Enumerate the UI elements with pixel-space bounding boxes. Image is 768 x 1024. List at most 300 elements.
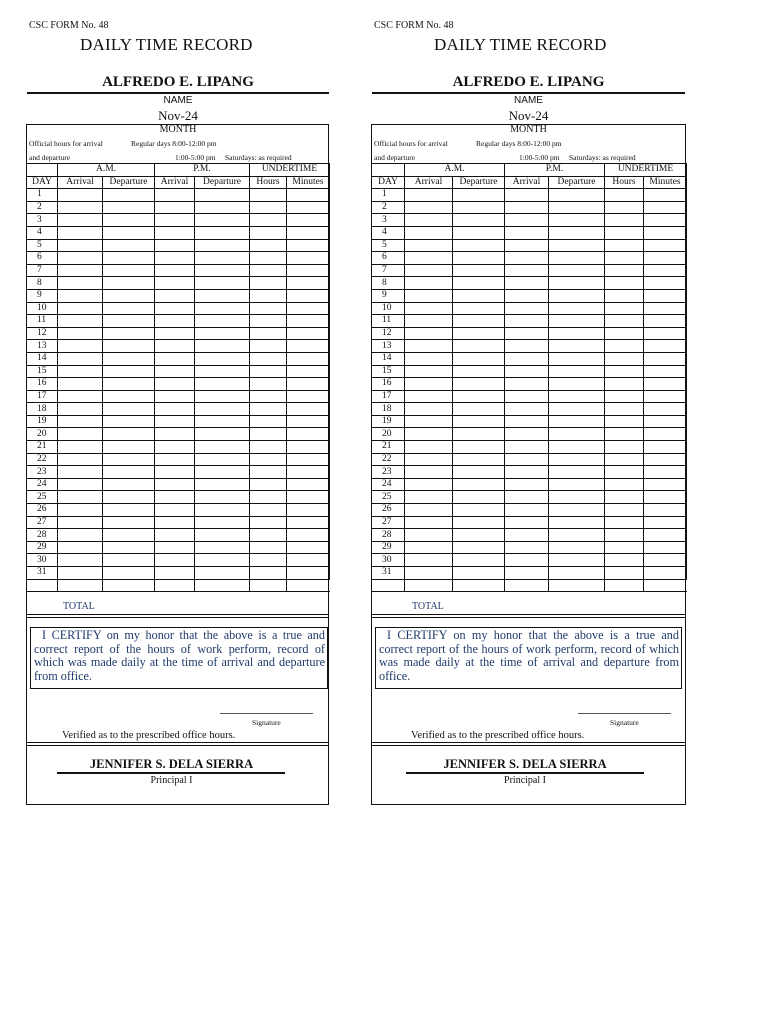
day-row (27, 378, 330, 391)
time-cell (405, 277, 453, 290)
time-cell (549, 214, 605, 227)
time-cell (549, 415, 605, 428)
day-number: 15 (27, 365, 58, 378)
time-cell (195, 403, 250, 416)
time-cell (505, 352, 549, 365)
time-cell (644, 264, 687, 277)
time-cell (58, 239, 103, 252)
time-cell (505, 403, 549, 416)
day-number: 30 (372, 554, 405, 567)
time-cell (453, 504, 505, 517)
time-cell (195, 428, 250, 441)
day-row (27, 315, 330, 328)
time-cell (58, 302, 103, 315)
day-number: 5 (27, 239, 58, 252)
time-cell (195, 340, 250, 353)
time-cell (405, 415, 453, 428)
time-cell (250, 415, 287, 428)
time-cell (58, 327, 103, 340)
time-cell (605, 390, 644, 403)
time-cell (250, 315, 287, 328)
time-cell (505, 567, 549, 580)
time-cell (605, 201, 644, 214)
time-cell (549, 365, 605, 378)
day-row (372, 327, 687, 340)
time-cell (453, 252, 505, 265)
day-number: 8 (372, 277, 405, 290)
day-row (27, 189, 330, 202)
am-departure-header: Departure (453, 176, 505, 189)
time-cell (250, 466, 287, 479)
day-number: 10 (27, 302, 58, 315)
time-cell (103, 201, 155, 214)
time-cell (58, 352, 103, 365)
time-cell (644, 201, 687, 214)
day-row (27, 365, 330, 378)
time-cell (549, 554, 605, 567)
day-row (27, 277, 330, 290)
time-cell (605, 352, 644, 365)
time-cell (155, 239, 195, 252)
time-cell (549, 579, 605, 592)
document-title: DAILY TIME RECORD (80, 35, 253, 54)
month-value: Nov-24 (158, 108, 198, 123)
time-cell (155, 554, 195, 567)
verified-divider (371, 742, 686, 746)
time-cell (549, 390, 605, 403)
day-row (372, 403, 687, 416)
time-cell (644, 315, 687, 328)
time-cell (605, 289, 644, 302)
time-cell (453, 201, 505, 214)
time-cell (644, 340, 687, 353)
time-cell (453, 390, 505, 403)
day-number: 15 (372, 365, 405, 378)
time-cell (58, 415, 103, 428)
time-cell (405, 264, 453, 277)
time-cell (250, 365, 287, 378)
time-cell (505, 327, 549, 340)
time-cell (58, 554, 103, 567)
day-number: 29 (372, 541, 405, 554)
day-number: 19 (27, 415, 58, 428)
day-number: 6 (27, 252, 58, 265)
day-row (372, 541, 687, 554)
time-cell (287, 239, 330, 252)
day-row (372, 529, 687, 542)
regular-days-text: Regular days 8:00-12:00 pm (131, 139, 217, 148)
time-cell (195, 264, 250, 277)
time-cell (103, 252, 155, 265)
time-cell (103, 340, 155, 353)
time-cell (287, 315, 330, 328)
time-cell (644, 302, 687, 315)
day-number: 21 (372, 441, 405, 454)
time-cell (287, 441, 330, 454)
time-cell (250, 277, 287, 290)
time-cell (58, 567, 103, 580)
time-cell (453, 214, 505, 227)
form-code: CSC FORM No. 48 (374, 20, 454, 31)
time-cell (155, 529, 195, 542)
time-cell (103, 289, 155, 302)
time-cell (405, 529, 453, 542)
time-cell (372, 579, 405, 592)
time-cell (250, 529, 287, 542)
time-cell (103, 315, 155, 328)
time-cell (103, 466, 155, 479)
time-cell (155, 441, 195, 454)
day-number: 16 (27, 378, 58, 391)
day-row (372, 491, 687, 504)
time-cell (287, 189, 330, 202)
day-row (27, 567, 330, 580)
time-cell (453, 491, 505, 504)
time-cell (549, 453, 605, 466)
time-cell (287, 277, 330, 290)
time-cell (195, 529, 250, 542)
day-header-blank (372, 164, 405, 177)
am-arrival-header: Arrival (58, 176, 103, 189)
day-row (372, 390, 687, 403)
time-cell (453, 365, 505, 378)
time-cell (250, 441, 287, 454)
supervisor-title: Principal I (150, 775, 193, 786)
time-cell (195, 504, 250, 517)
time-cell (287, 516, 330, 529)
time-cell (250, 390, 287, 403)
time-cell (195, 352, 250, 365)
time-cell (453, 466, 505, 479)
signature-label: Signature (610, 718, 639, 727)
time-cell (549, 567, 605, 580)
time-cell (505, 226, 549, 239)
day-number: 2 (372, 201, 405, 214)
time-cell (505, 340, 549, 353)
time-cell (605, 226, 644, 239)
time-cell (287, 378, 330, 391)
time-cell (644, 403, 687, 416)
day-row (27, 327, 330, 340)
time-cell (287, 340, 330, 353)
time-cell (195, 478, 250, 491)
time-cell (605, 302, 644, 315)
day-row (372, 554, 687, 567)
time-cell (58, 491, 103, 504)
time-cell (405, 567, 453, 580)
time-cell (644, 378, 687, 391)
time-cell (605, 504, 644, 517)
time-cell (605, 529, 644, 542)
time-cell (103, 378, 155, 391)
day-row (27, 478, 330, 491)
time-cell (453, 352, 505, 365)
time-cell (505, 541, 549, 554)
time-cell (405, 453, 453, 466)
time-cell (549, 378, 605, 391)
time-cell (453, 189, 505, 202)
day-number: 2 (27, 201, 58, 214)
time-cell (58, 378, 103, 391)
time-cell (605, 252, 644, 265)
time-cell (155, 302, 195, 315)
day-row (372, 239, 687, 252)
time-cell (644, 289, 687, 302)
time-cell (644, 365, 687, 378)
time-cell (287, 201, 330, 214)
time-cell (287, 478, 330, 491)
day-row (372, 365, 687, 378)
time-cell (405, 541, 453, 554)
time-cell (287, 252, 330, 265)
time-cell (605, 428, 644, 441)
pm-departure-header: Departure (195, 176, 250, 189)
time-cell (155, 541, 195, 554)
time-cell (549, 352, 605, 365)
time-cell (405, 441, 453, 454)
day-row (27, 516, 330, 529)
day-number: 4 (372, 226, 405, 239)
time-cell (287, 327, 330, 340)
time-cell (195, 189, 250, 202)
signature-label: Signature (252, 718, 281, 727)
day-number: 27 (27, 516, 58, 529)
time-cell (644, 277, 687, 290)
day-number: 5 (372, 239, 405, 252)
time-cell (549, 302, 605, 315)
time-cell (195, 302, 250, 315)
blank-row (372, 579, 687, 592)
minutes-header: Minutes (644, 176, 687, 189)
time-cell (250, 226, 287, 239)
day-header: DAY (372, 176, 405, 189)
time-cell (644, 226, 687, 239)
day-row (27, 428, 330, 441)
day-number: 12 (27, 327, 58, 340)
time-cell (605, 466, 644, 479)
time-cell (58, 189, 103, 202)
time-cell (27, 579, 58, 592)
day-number: 16 (372, 378, 405, 391)
time-cell (287, 466, 330, 479)
time-cell (287, 302, 330, 315)
time-cell (453, 340, 505, 353)
day-number: 28 (27, 529, 58, 542)
time-cell (405, 516, 453, 529)
time-cell (605, 516, 644, 529)
time-cell (155, 378, 195, 391)
time-cell (103, 567, 155, 580)
time-cell (605, 340, 644, 353)
time-cell (549, 428, 605, 441)
time-cell (103, 529, 155, 542)
pm-header: P.M. (505, 164, 605, 177)
time-cell (195, 390, 250, 403)
time-cell (453, 264, 505, 277)
time-cell (195, 201, 250, 214)
day-row (372, 352, 687, 365)
day-row (372, 441, 687, 454)
time-cell (103, 516, 155, 529)
time-cell (58, 516, 103, 529)
time-record-table (371, 163, 687, 592)
supervisor-name: JENNIFER S. DELA SIERRA (443, 757, 607, 771)
time-cell (195, 315, 250, 328)
am-header: A.M. (58, 164, 155, 177)
time-cell (155, 252, 195, 265)
hours-header: Hours (605, 176, 644, 189)
time-cell (195, 365, 250, 378)
time-cell (453, 378, 505, 391)
supervisor-title: Principal I (504, 775, 546, 786)
time-cell (58, 226, 103, 239)
time-cell (250, 504, 287, 517)
time-cell (505, 189, 549, 202)
day-header-blank (27, 164, 58, 177)
certification-text: I CERTIFY on my honor that the above is a true and correct report of the hours of work perform, record of which was made daily at the time of arrival and departure from office. (379, 628, 679, 683)
time-cell (605, 403, 644, 416)
time-cell (250, 214, 287, 227)
time-cell (505, 214, 549, 227)
day-row (27, 466, 330, 479)
day-number: 10 (372, 302, 405, 315)
supervisor-underline (406, 772, 644, 774)
time-cell (250, 239, 287, 252)
time-cell (549, 277, 605, 290)
time-cell (155, 428, 195, 441)
time-cell (644, 352, 687, 365)
time-cell (58, 201, 103, 214)
month-value: Nov-24 (508, 108, 549, 123)
day-row (372, 428, 687, 441)
time-cell (405, 390, 453, 403)
time-record-table (26, 163, 330, 592)
time-cell (605, 453, 644, 466)
time-cell (405, 315, 453, 328)
time-cell (287, 415, 330, 428)
time-cell (287, 390, 330, 403)
time-cell (453, 327, 505, 340)
time-cell (195, 567, 250, 580)
time-cell (453, 415, 505, 428)
time-cell (549, 327, 605, 340)
time-cell (505, 478, 549, 491)
time-cell (453, 239, 505, 252)
day-row (27, 352, 330, 365)
time-cell (103, 264, 155, 277)
blank-row (27, 579, 330, 592)
time-cell (58, 403, 103, 416)
day-row (27, 289, 330, 302)
time-cell (195, 226, 250, 239)
day-number: 18 (27, 403, 58, 416)
time-cell (605, 491, 644, 504)
day-number: 25 (27, 491, 58, 504)
time-cell (250, 428, 287, 441)
name-underline (27, 92, 329, 94)
time-cell (195, 239, 250, 252)
time-cell (250, 478, 287, 491)
time-cell (287, 214, 330, 227)
time-cell (58, 214, 103, 227)
time-cell (195, 516, 250, 529)
time-cell (644, 441, 687, 454)
pm-header: P.M. (155, 164, 250, 177)
time-cell (405, 327, 453, 340)
time-cell (505, 415, 549, 428)
time-cell (195, 491, 250, 504)
supervisor-underline (57, 772, 285, 774)
time-cell (644, 541, 687, 554)
time-cell (287, 289, 330, 302)
time-cell (250, 352, 287, 365)
time-cell (405, 302, 453, 315)
time-cell (505, 378, 549, 391)
day-row (27, 340, 330, 353)
time-cell (453, 277, 505, 290)
time-cell (453, 403, 505, 416)
time-cell (644, 453, 687, 466)
day-number: 23 (372, 466, 405, 479)
time-cell (250, 189, 287, 202)
time-cell (103, 239, 155, 252)
time-cell (103, 428, 155, 441)
time-cell (644, 478, 687, 491)
time-cell (549, 504, 605, 517)
time-cell (58, 529, 103, 542)
time-cell (103, 478, 155, 491)
day-number: 30 (27, 554, 58, 567)
time-cell (195, 289, 250, 302)
day-number: 9 (372, 289, 405, 302)
time-cell (155, 214, 195, 227)
time-cell (405, 491, 453, 504)
time-cell (195, 378, 250, 391)
day-number: 26 (27, 504, 58, 517)
time-cell (103, 327, 155, 340)
day-row (372, 277, 687, 290)
day-row (27, 453, 330, 466)
certification-text: I CERTIFY on my honor that the above is a true and correct report of the hours of work perform, record of which was made daily at the time of arrival and departure from office. (34, 628, 325, 683)
day-row (372, 214, 687, 227)
day-row (372, 302, 687, 315)
month-label: MONTH (159, 124, 197, 135)
time-cell (155, 579, 195, 592)
afternoon-hours-text: 1:00-5:00 pm (175, 153, 216, 162)
day-number: 9 (27, 289, 58, 302)
day-number: 24 (372, 478, 405, 491)
time-cell (605, 478, 644, 491)
time-cell (195, 441, 250, 454)
time-cell (405, 428, 453, 441)
time-cell (605, 441, 644, 454)
day-number: 6 (372, 252, 405, 265)
saturdays-text: Saturdays: as required (225, 153, 292, 162)
time-cell (505, 390, 549, 403)
time-cell (549, 466, 605, 479)
day-number: 4 (27, 226, 58, 239)
time-cell (405, 466, 453, 479)
day-number: 14 (372, 352, 405, 365)
time-cell (155, 189, 195, 202)
time-cell (405, 201, 453, 214)
time-cell (453, 226, 505, 239)
time-cell (505, 428, 549, 441)
time-cell (287, 453, 330, 466)
time-cell (287, 428, 330, 441)
time-cell (405, 478, 453, 491)
am-departure-header: Departure (103, 176, 155, 189)
